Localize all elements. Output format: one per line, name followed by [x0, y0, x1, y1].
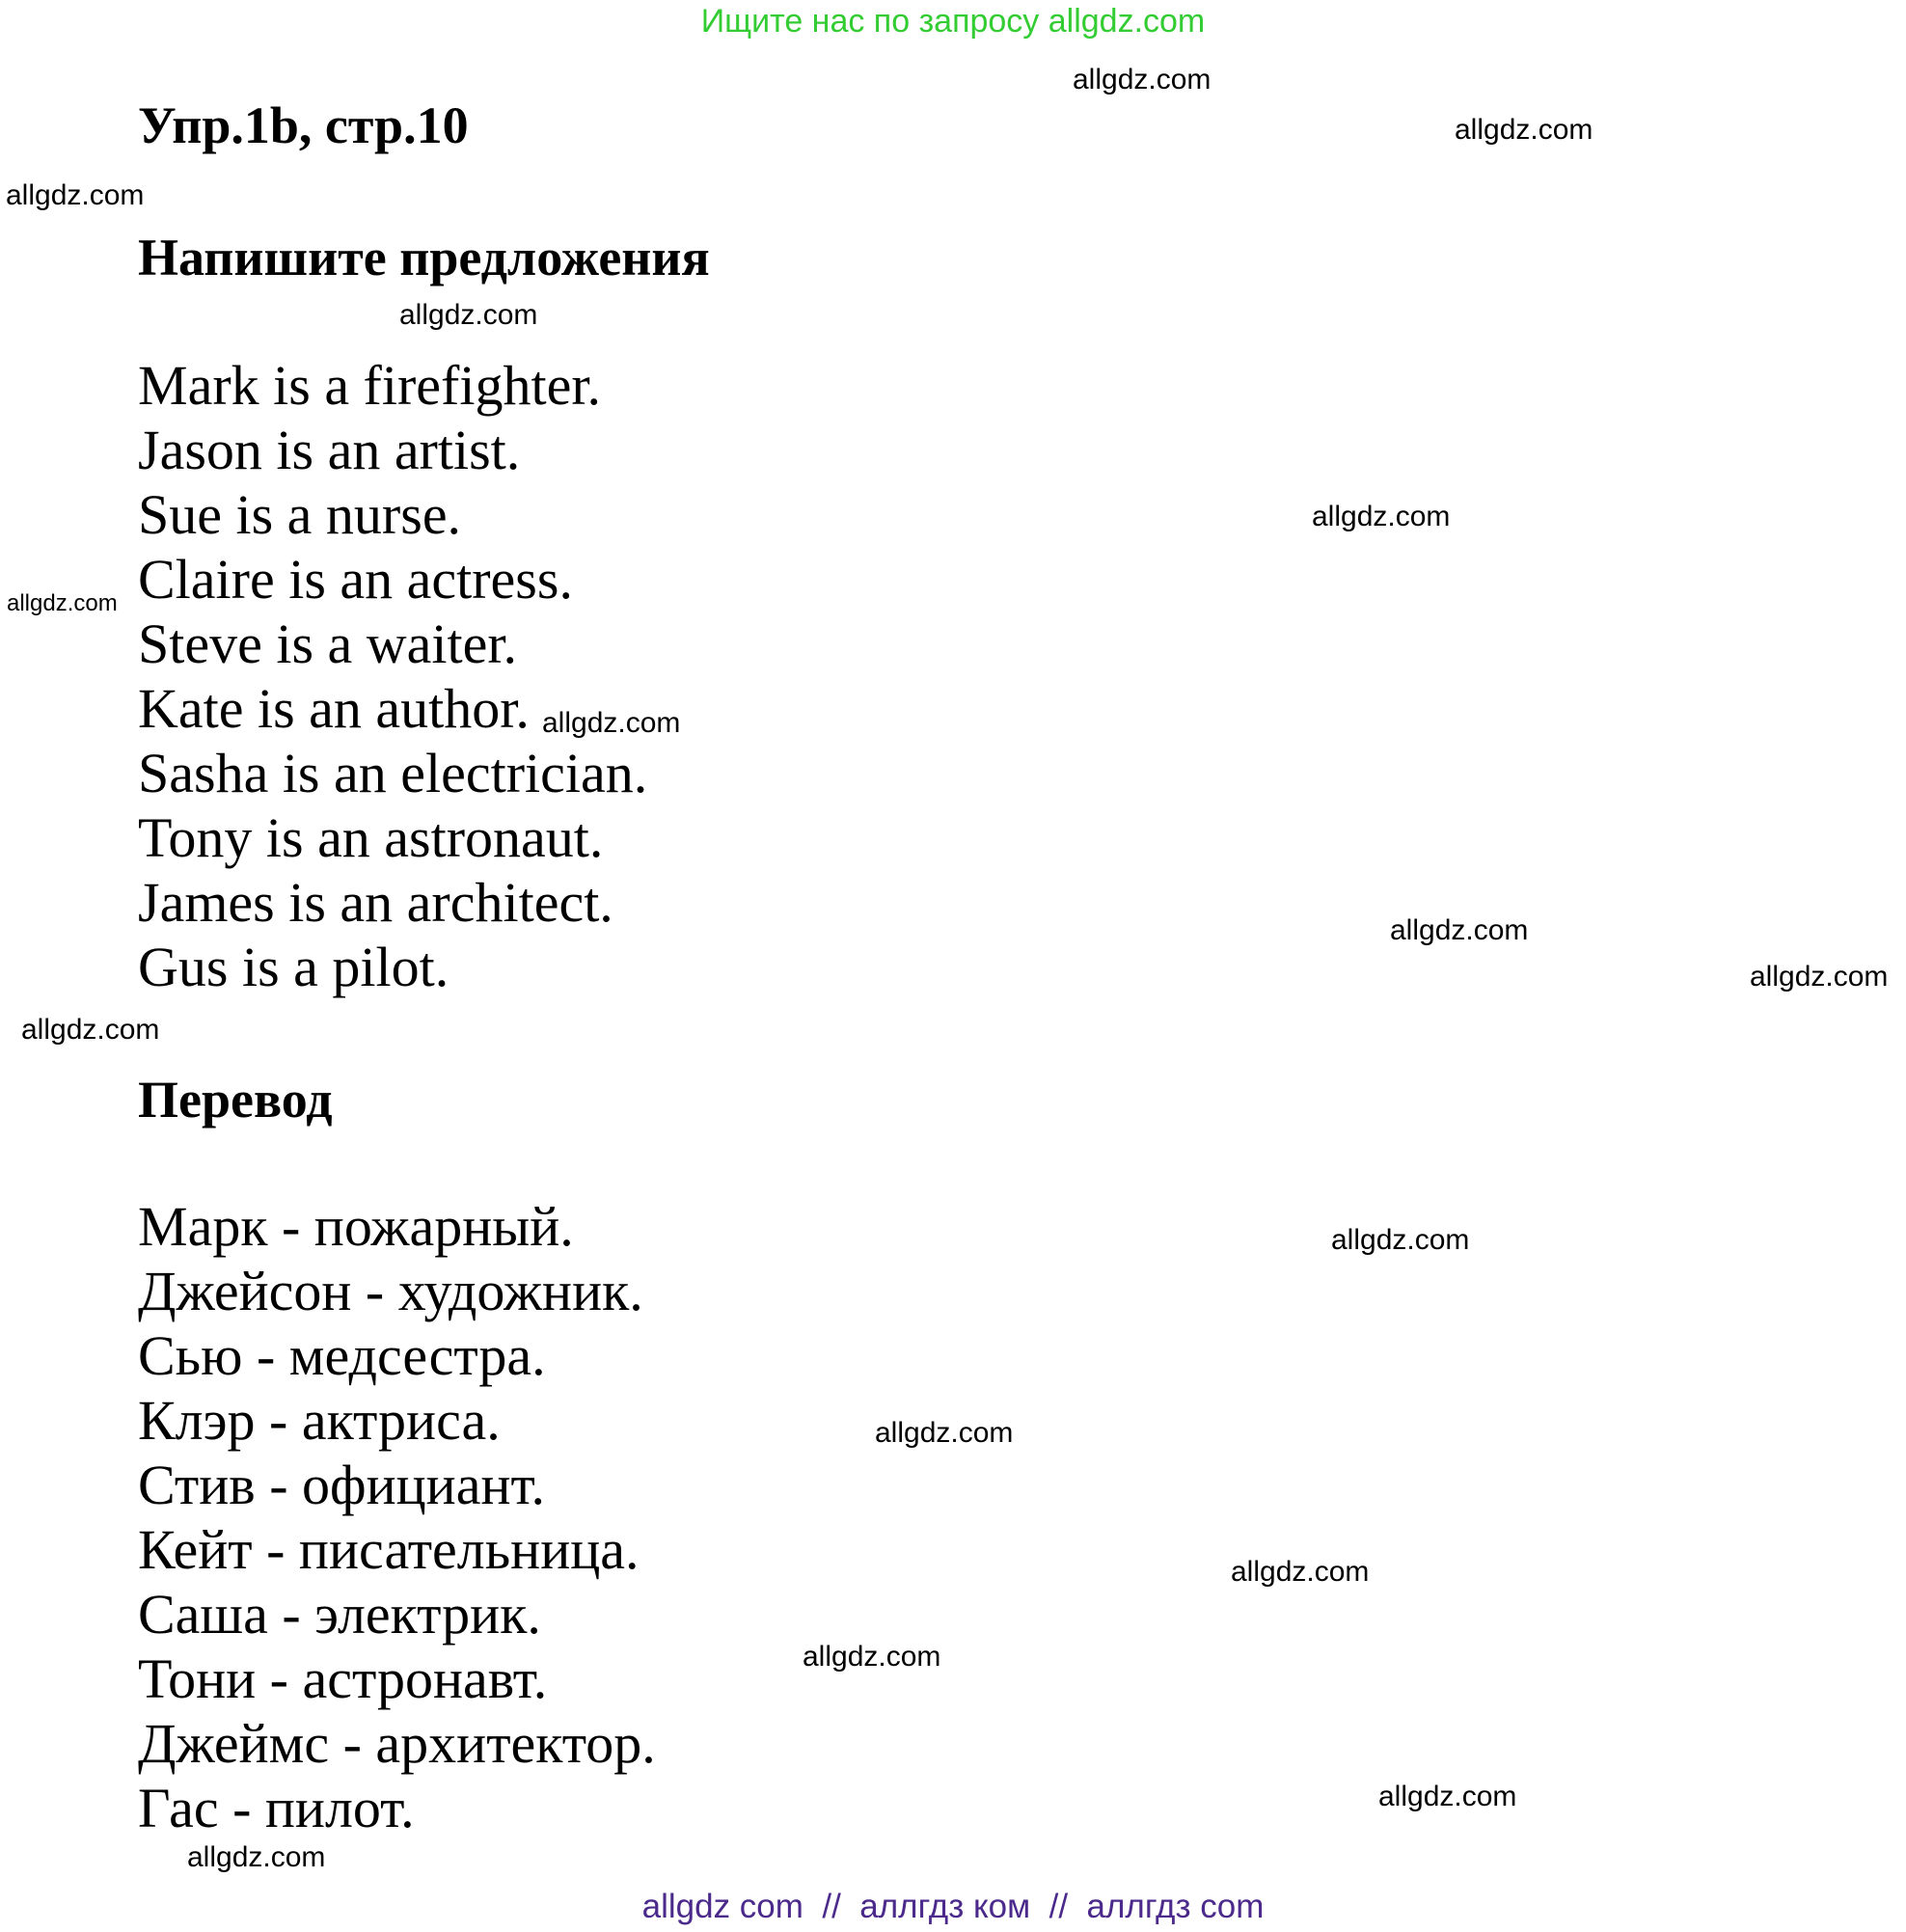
- sentence-item: Kate is an author.: [138, 677, 530, 740]
- sentence-item: Mark is a firefighter.: [138, 354, 601, 417]
- watermark: allgdz.com: [187, 1841, 326, 1873]
- watermark: allgdz.com: [7, 590, 118, 616]
- task-heading: Напишите предложения: [138, 229, 710, 286]
- translation-item: Гас - пилот.: [138, 1777, 415, 1839]
- english-sentences: [138, 353, 647, 999]
- watermark: allgdz.com: [803, 1641, 941, 1673]
- translation-item: Джеймс - архитектор.: [138, 1712, 656, 1775]
- sentence-item: Steve is a waiter.: [138, 612, 518, 675]
- sentence-item: Sue is a nurse.: [138, 483, 462, 546]
- watermark: allgdz.com: [542, 707, 681, 739]
- translation-item: Сью - медсестра.: [138, 1324, 546, 1387]
- translation-item: Кейт - писательница.: [138, 1518, 640, 1581]
- translation-item: Марк - пожарный.: [138, 1195, 574, 1258]
- translation-item: Стив - официант.: [138, 1454, 545, 1516]
- sentence-item: James is an architect.: [138, 871, 613, 934]
- watermark: allgdz.com: [1331, 1224, 1470, 1256]
- watermark: allgdz.com: [1455, 114, 1593, 146]
- translation-item: Тони - астронавт.: [138, 1647, 548, 1710]
- watermark: allgdz.com: [1073, 64, 1212, 95]
- watermark: allgdz.com: [1231, 1556, 1370, 1588]
- russian-translations: [138, 1194, 656, 1840]
- sentence-item: Claire is an actress.: [138, 548, 573, 611]
- watermark: allgdz.com: [1312, 501, 1451, 532]
- watermark: allgdz.com: [1390, 914, 1529, 946]
- translation-heading: Перевод: [138, 1071, 333, 1129]
- sentence-item: Sasha is an electrician.: [138, 742, 648, 804]
- watermark: allgdz.com: [6, 179, 145, 211]
- translation-item: Саша - электрик.: [138, 1583, 541, 1646]
- sentence-item: Gus is a pilot.: [138, 936, 449, 998]
- watermark: allgdz.com: [1378, 1781, 1517, 1812]
- watermark: allgdz.com: [875, 1417, 1014, 1449]
- watermark: allgdz.com: [399, 299, 538, 331]
- watermark: allgdz.com: [21, 1014, 160, 1046]
- watermark: allgdz.com: [1750, 961, 1889, 993]
- sentence-item: Jason is an artist.: [138, 419, 521, 481]
- exercise-title: Упр.1b, стр.10: [138, 96, 469, 154]
- top-banner: Ищите нас по запросу allgdz.com: [700, 3, 1206, 40]
- translation-item: Клэр - актриса.: [138, 1389, 501, 1452]
- sentence-item: Tony is an astronaut.: [138, 806, 604, 869]
- translation-item: Джейсон - художник.: [138, 1260, 643, 1322]
- footer-links: allgdz com // аллгдз ком // аллгдз com: [641, 1888, 1265, 1925]
